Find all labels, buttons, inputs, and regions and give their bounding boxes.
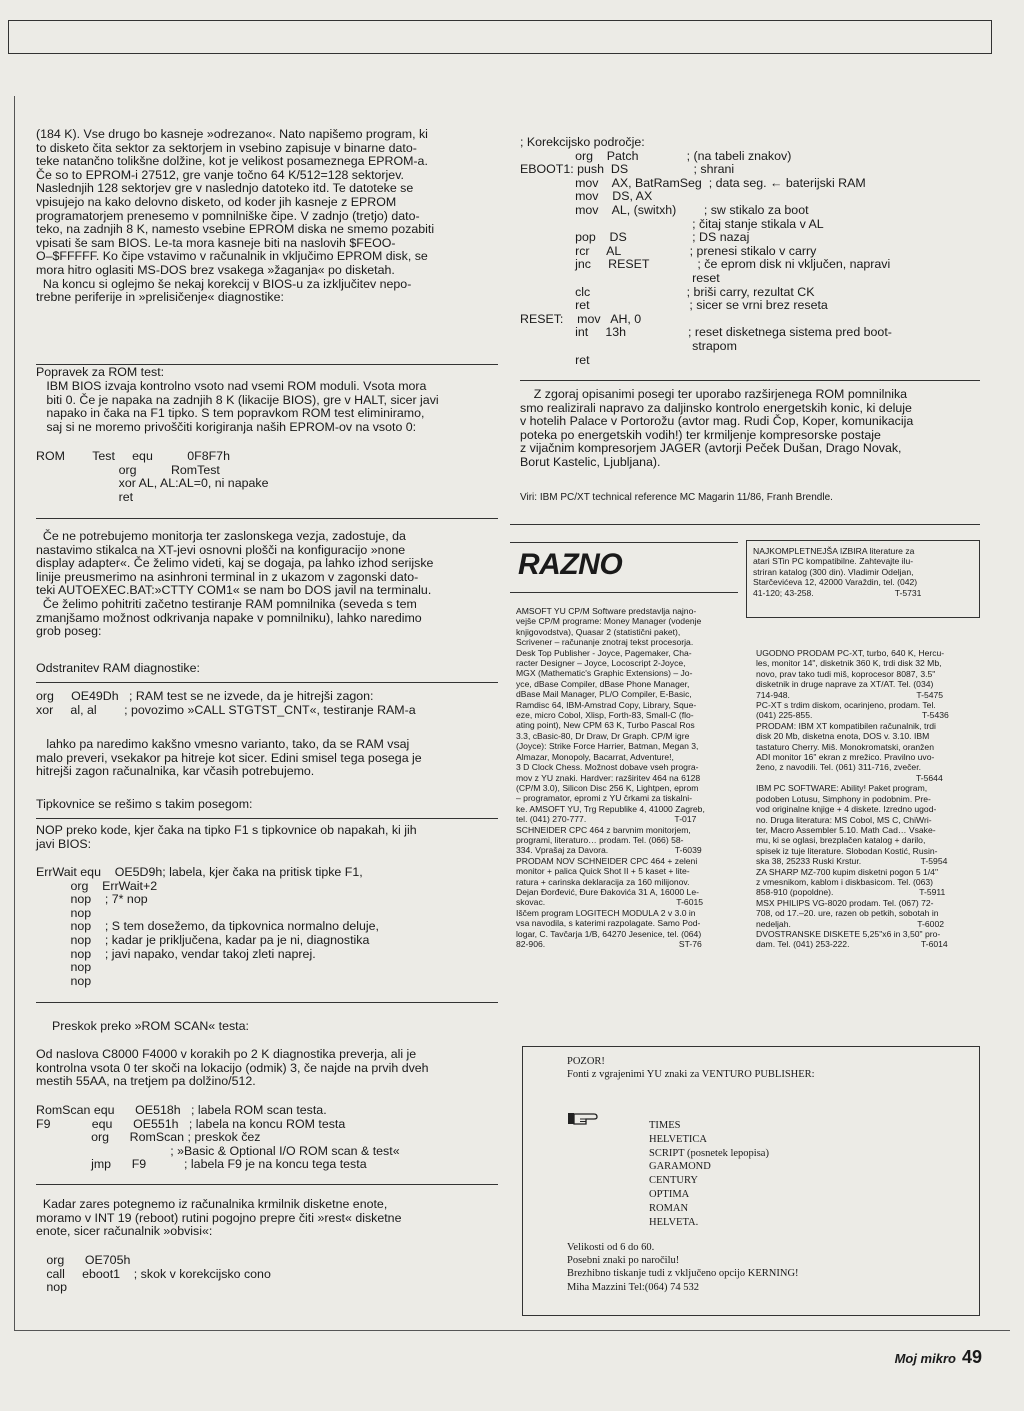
- divider: [520, 380, 980, 381]
- nop-title: NOP preko kode, kjer čaka na tipko F1 s tipkovnice ob napakah, ki jih javi BIOS:: [36, 823, 417, 851]
- popravek-title: Popravek za ROM test:: [36, 365, 165, 379]
- preskok-title: Preskok preko »ROM SCAN« testa:: [52, 1019, 249, 1033]
- ram-paragraph: lahko pa naredimo kakšno vmesno varianto, tako, da se RAM vsaj malo preveri, vsekakor pa hitreje kot sicer. Edini smisel tega posega je hitrejši zagon računalnika, kar včasih potrebujemo.: [36, 737, 422, 779]
- pozor-font-list: TIMES HELVETICA SCRIPT (posnetek lepopisa) GARAMOND CENTURY OPTIMA ROMAN HELVETA.: [649, 1120, 769, 1228]
- kadar-paragraph: Kadar zares potegnemo iz računalnika krmilnik disketne enote, moramo v INT 19 (reboot) rutini pogojno prepre čiti »rest« disketne enote, sicer računalnik »obvisi«:: [36, 1197, 402, 1239]
- zgoraj-paragraph: Z zgoraj opisanimi posegi ter uporabo razširjenega ROM pomnilnika smo realizirali napravo za daljinsko kontrolo energetskih konic, ki deluje v hotelih Palace v Portorožu (avtor mag. Rudi Čop, Koper, komunikacija poteka po energetskih vodih!) ter krmiljenje kompresorske postaje z vijačnim kompresorjem JAGER (avtorji Peček Dušan, Drago Novak, Borut Kastelic, Ljubljana).: [520, 387, 914, 469]
- rom-code: ROM Test equ 0F8F7h org RomTest xor AL, AL:AL=0, ni napake ret: [36, 449, 269, 504]
- errwait-code: ErrWait equ OE5D9h; labela, kjer čaka na pritisk tipke F1, org ErrWait+2 nop ; 7* nop nop nop ; S tem dosežemo, da tipkovnica normalno deluje, nop ; kadar je priključena, kadar pa je ni, diagnostika nop ; javi napako, vendar takoj zleti naprej. nop nop: [36, 865, 379, 988]
- viri-line: Viri: IBM PC/XT technical reference MC Magarin 11/86, Franh Brendle.: [520, 492, 833, 503]
- org-code: org OE705h call eboot1 ; skok v korekcijsko cono nop: [46, 1253, 271, 1295]
- divider: [510, 592, 738, 593]
- page-footer: [895, 1347, 982, 1368]
- ads-right-column: UGODNO PRODAM PC-XT, turbo, 640 K, Hercu- les, monitor 14", disketnik 360 K, trdi disk 32 Mb, novo, prav tako tudi miš, koprocesor 8087, 3.5" disketnik in druge naprave za XT/AT. Tel. (034) 714-948. T-5475 PC-XT s trdim diskom, ocarinjeno, prodam. Tel. (041) 225-855. T-5436 PRODAM: IBM XT kompatibilen računalnik, trdi disk 20 Mb, disketna enota, DOS v. 3.10. IBM tastaturo Cherry. Miš. Monokromatski, oranžen ADI monitor 16" ekran z mrežico. Pravilno uvo- ženo, z navodili. Tel. (061) 311-716, zvečer. T-5644 IBM PC SOFTWARE: Ability! Paket program, podoben Lotusu, Simphony in podobnim. Pre- vod originalne knjige + 4 diskete. Izredno ugod- no. Druga literatura: MS Cobol, MS C, ChiWri- ter, Macro Assembler 5.10. Math Cad… Vsake- mu, ki se oglasi, brezplačen katalog + darilo, spisek iz tuje literature. Slobodan Kostić, Rusin- ska 38, 25233 Ruski Krstur. T-5954 ZA SHARP MZ-700 kupim disketni pogon 5 1/4" z vmesnikom, kablom i diskbasicom. Tel. (063) 858-910 (popoldne). T-5911 MSX PHILIPS VG-8020 prodam. Tel. (067) 72- 708, od 17.–20. ure, razen ob petkih, sobotah in nedeljah. T-6002 DVOSTRANSKE DISKETE 5,25"x6 in 3,50" pro- dam. Tel. (041) 253-222. T-6014: [756, 648, 949, 950]
- razno-heading: RAZNO: [518, 548, 623, 581]
- ads-left-column: AMSOFT YU CP/M Software predstavlja najno- vejše CP/M programe: Money Manager (vodenje knjigovodstva), Quasar 2 (statistični paket), Scrivener – računanje znotraj tekst procesorja. Desk Top Publisher - Joyce, Pagemaker, Cha- racter Designer – Joyce, Locoscript 2-Joyce, MGX (Mathematic's Graphic Extensions) – Jo- yce, dBase Compiler, dBase Phone Manager, dBase Mail Manager, PL/O Compiler, E-Basic, Ramdisc 64, IBM-Amstrad Copy, Library, Sque- eze, micro Cobol, Xlisp, Forth-83, Small-C (flo- ating point), New CPM 63 K, Turbo Pascal Ros 3.3, cBasic-80, Dr Draw, Dr Graph. CP/M igre (Joyce): Strike Force Harrier, Batman, Megan 3, Almazar, Monopoly, Bacarrat, Adventure!, 3 D Clock Chess. Možnost dobave vseh progra- mov z YU znaki. Hardver: razširitev 464 na 6128 (CP/M 3.0), Silicon Disc 256 K, Lightpen, eprom – programator, epromi z YU črkami za tiskalni- ke. AMSOFT YU, Trg Republike 4, 41000 Zagreb, tel. (041) 270-777. T-017 SCHNEIDER CPC 464 z barvnim monitorjem, programi, literaturo… prodam. Tel. (066) 58- 334. Vprašaj za Davora. T-6039 PRODAM NOV SCHNEIDER CPC 464 + zeleni monitor + palica Quick Shot II + 5 kaset + lite- ratura + carinska deklaracija za 160 milijonov. Dejan Đorđević, Đure Đakovića 31 A, 16000 Le- skovac. T-6015 Iščem program LOGITECH MODULA 2 v 3.0 in vsa navodila, s katerimi razpolagate. Samo Pod- logar, C. Tavčarja 1/B, 64270 Jesenice, tel. (064) 82-906. ST-76: [516, 606, 705, 949]
- page-number: 49: [961, 1347, 982, 1367]
- pointing-hand-icon: [568, 1110, 598, 1126]
- pozor-header: POZOR! Fonti z vgrajenimi YU znaki za VENTURO PUBLISHER:: [567, 1056, 815, 1080]
- divider: [510, 524, 980, 525]
- divider: [36, 682, 498, 683]
- ad-box-literature: [746, 540, 980, 618]
- ram-code: org OE49Dh ; RAM test se ne izvede, da je hitrejši zagon: xor al, al ; povozimo »CALL STGTST_CNT«, testiranje RAM-a: [36, 689, 416, 717]
- razno-heading-box: [510, 538, 738, 600]
- divider: [36, 1002, 498, 1003]
- pozor-box: [522, 1046, 980, 1316]
- romscan-code: RomScan equ OE518h ; labela ROM scan testa. F9 equ OE551h ; labela na koncu ROM testa org RomScan ; preskok čez ; »Basic & Optional I/O ROM scan & test« jmp F9 ; labela F9 je na koncu tega testa: [36, 1103, 400, 1172]
- intro-paragraph: (184 K). Vse drugo bo kasneje »odrezano«. Nato napišemo program, ki to disketo čita sektor za sektorjem in vsebino zapisuje v binarne dato- teke natančno tolikšne dolžine, kot je velikost posameznega EPROM-a. Če so to EPROM-i 27512, gre vanje točno 64 K/512=128 sektorjev. Naslednjih 128 sektorjev gre v naslednjo datoteko itd. Te datoteke se vpisujejo na kako delovno disketo, od koder jih kasneje z EPROM programatorjem prenesemo v pomnilniške čipe. V zadnjo (tretjo) dato- teko, na zadnjih 8 K, namesto vsebine EPROM diska ne smemo pozabiti vpisati še sam BIOS. Le-ta mora kasneje biti na naslovih $FEOO- O–$FFFFF. Ko čipe vstavimo v računalnik in vključimo EPROM disk, se mora hitro oglasiti MS-DOS brez vsakega »žaganja« po disketah. Na koncu si oglejmo še nekaj korekcij v BIOS-u za izključitev nepo- trebne periferije in »prelisičenje« diagnostike:: [36, 127, 435, 305]
- divider: [36, 518, 498, 519]
- magazine-name: Moj mikro: [894, 1351, 956, 1366]
- preskok-paragraph: Od naslova C8000 F4000 v korakih po 2 K diagnostika preverja, ali je kontrolna vsota 0 ter skoči na lokacijo (odmik) 3, če najde na prvih dveh mestih 55AA, na tretjem pa dolžino/512.: [36, 1047, 429, 1089]
- pozor-footer: Velikosti od 6 do 60. Posebni znaki po naročilu! Brezhibno tiskanje tudi z vključeno opcijo KERNING! Miha Mazzini Tel:(064) 74 532: [567, 1242, 799, 1293]
- monitor-paragraph: Če ne potrebujemo monitorja ter zaslonskega vezja, zadostuje, da nastavimo stikalca na XT-jevi osnovni plošči na konfiguracijo »none display adapter«. Če želimo videti, kaj se dogaja, pa lahko izhod serijske linije preusmerimo na asinhroni terminal in z ukazom v zagonski dato- teki AUTOEXEC.BAT:»CTTY COM1« se nam bo DOS javil na terminalu. Če želimo pohitriti začetno testiranje RAM pomnilnika (seveda s tem zmanjšamo možnost odkrivanja napake v pomnilniku), lahko naredimo grob poseg:: [36, 529, 434, 639]
- ad-literature: NAJKOMPLETNEJŠA IZBIRA literature za atari STin PC kompatibilne. Zahtevajte ilu- striran katalog (300 din). Vladimir Odeljan, Starčevićeva 12, 42000 Varaždin, tel. (042) 41-120; 43-258. T-5731: [753, 546, 922, 598]
- popravek-body: IBM BIOS izvaja kontrolno vsoto nad vsemi ROM moduli. Vsota mora biti 0. Če je napaka na zadnjih 8 K (likacije BIOS), gre v HALT, sicer javi napako in čaka na F1 tipko. S tem popravkom ROM test eliminiramo, saj si ne moremo privoščiti korigiranja naših EPROM-ov na vsoto 0:: [46, 379, 439, 434]
- divider: [510, 542, 738, 543]
- tipk-title: Tipkovnice se rešimo s takim posegom:: [36, 797, 253, 811]
- korekcija-code: ; Korekcijsko področje: org Patch ; (na tabeli znakov) EBOOT1: push DS ; shrani mov AX, BatRamSeg ; data seg. ← baterijski RAM mov DS, AX mov AL, (switxh) ; sw stikalo za boot ; čitaj stanje stikala v AL pop DS ; DS nazaj rcr AL ; prenesi stikalo v carry jnc RESET ; če eprom disk ni vključen, napravi reset clc ; briši carry, rezultat CK ret ; sicer se vrni brez reseta RESET: mov AH, 0 int 13h ; reset disketnega sistema pred boot- strapom ret: [520, 135, 892, 367]
- divider: [36, 818, 498, 819]
- divider: [36, 1184, 498, 1185]
- top-frame: [8, 20, 992, 54]
- ram-title: Odstranitev RAM diagnostike:: [36, 661, 200, 675]
